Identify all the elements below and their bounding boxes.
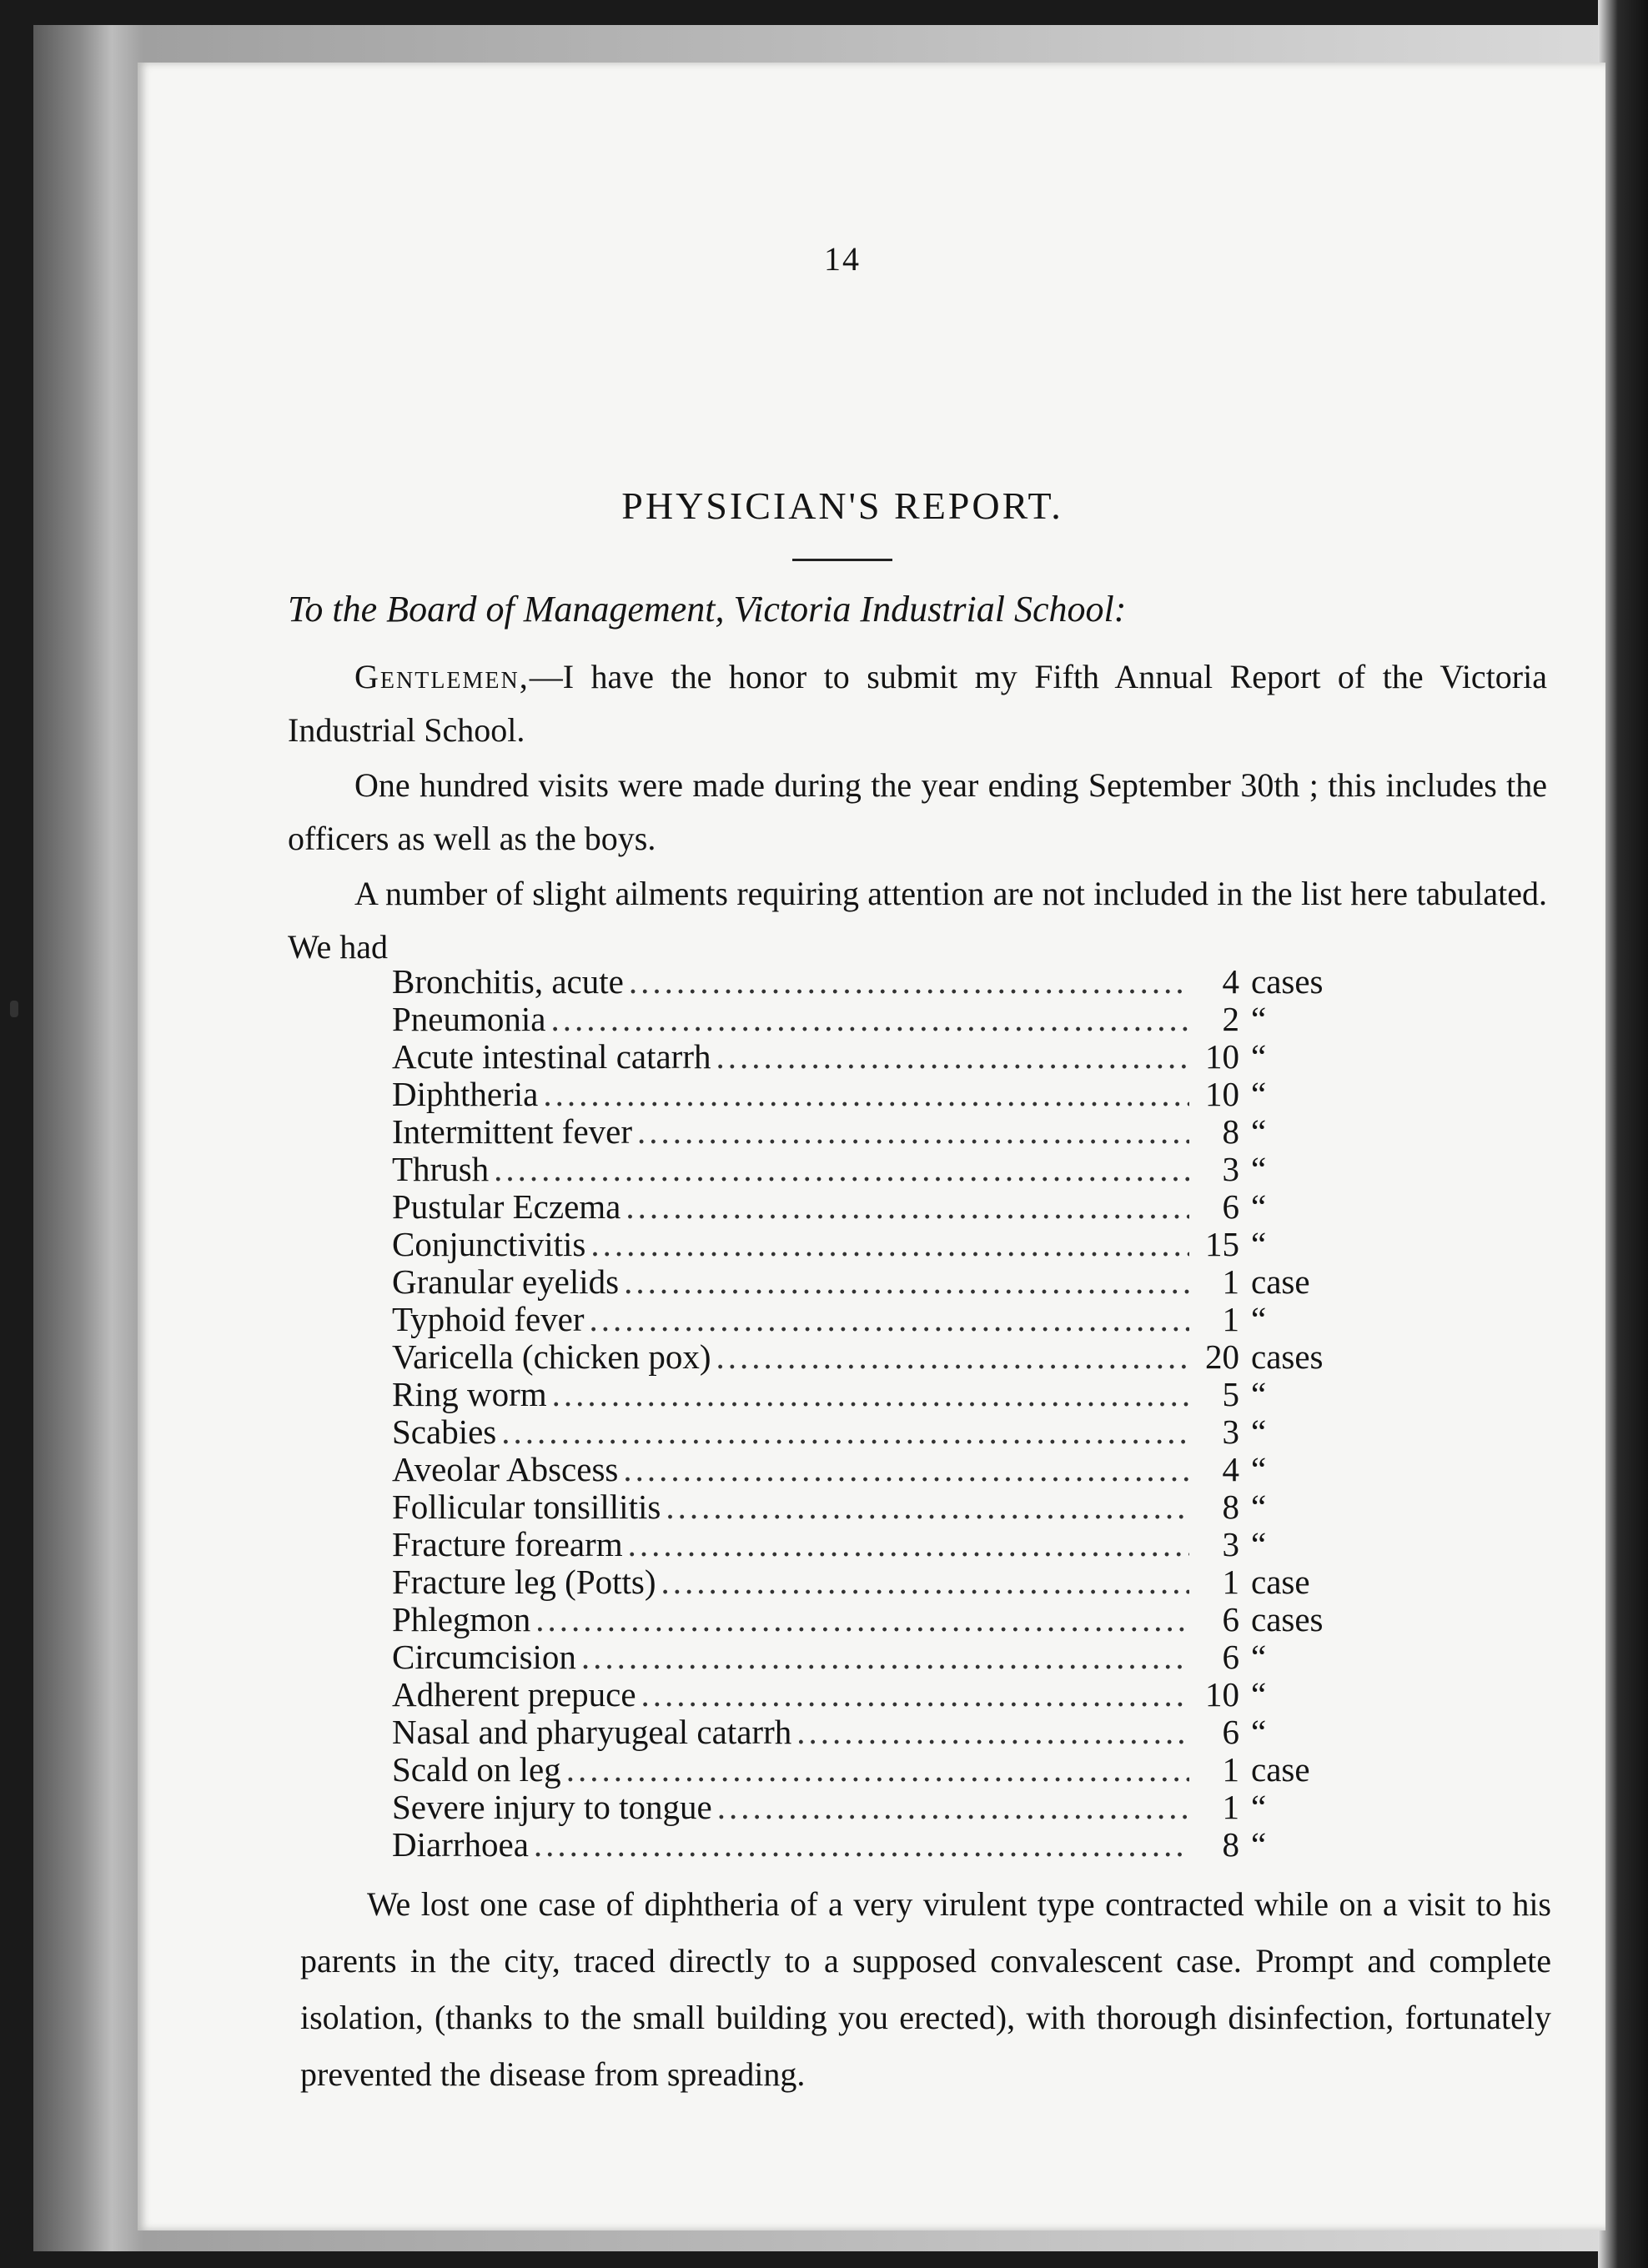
dot-leader [626, 1188, 1189, 1226]
ailment-count: 15 [1205, 1225, 1239, 1263]
paragraph-intro-text: —I have the honor to submit my Fifth Annual Report of the Victoria Industrial School. [288, 658, 1547, 749]
dot-leader [716, 1038, 1190, 1076]
dot-leader [796, 1714, 1189, 1751]
ailment-name: Conjunctivitis [392, 1225, 586, 1263]
ailment-count: 8 [1222, 1112, 1239, 1151]
ailment-name: Varicella (chicken pox) [392, 1337, 711, 1376]
ailment-unit: “ [1251, 1675, 1267, 1714]
ailment-count: 8 [1222, 1825, 1239, 1864]
ailment-name: Typhoid fever [392, 1300, 585, 1338]
ailment-row [392, 1714, 1359, 1751]
ailment-row [392, 1789, 1359, 1826]
ailment-row [392, 1376, 1359, 1413]
ailment-unit: cases [1251, 1600, 1324, 1638]
ailment-name: Severe injury to tongue [392, 1788, 712, 1826]
ailment-count: 6 [1222, 1638, 1239, 1676]
dot-leader [543, 1076, 1189, 1113]
ailment-name: Bronchitis, acute [392, 962, 624, 1001]
paragraph-visits: One hundred visits were made during the year ending September 30th ; this includes the officers as well as the boys. [288, 766, 1547, 857]
ailment-unit: “ [1251, 1187, 1267, 1226]
ailment-row [392, 1001, 1359, 1038]
ailment-unit: “ [1251, 1713, 1267, 1751]
dot-leader [717, 1789, 1189, 1826]
ailment-unit: case [1251, 1262, 1310, 1301]
ailment-name: Fracture leg (Potts) [392, 1563, 656, 1601]
page-title: PHYSICIAN'S REPORT. [621, 484, 1063, 527]
dot-leader [501, 1413, 1189, 1451]
dot-leader [666, 1488, 1189, 1526]
ailment-row [392, 1038, 1359, 1076]
ailment-row [392, 1638, 1359, 1676]
ailment-count: 1 [1222, 1262, 1239, 1301]
ailment-count: 10 [1205, 1037, 1239, 1076]
dot-leader [566, 1751, 1189, 1789]
dot-leader [590, 1226, 1189, 1263]
ailment-name: Scald on leg [392, 1750, 561, 1789]
ailment-row [392, 1226, 1359, 1263]
ailment-count: 3 [1222, 1150, 1239, 1188]
ailment-row [392, 1451, 1359, 1488]
ailment-name: Scabies [392, 1412, 497, 1451]
ailment-unit: “ [1251, 1825, 1267, 1864]
ailment-row [392, 1301, 1359, 1338]
ailment-name: Ring worm [392, 1375, 547, 1413]
salutation: To the Board of Management, Victoria Industrial School: [288, 589, 1127, 630]
ailment-name: Adherent prepuce [392, 1675, 636, 1714]
dot-leader [628, 1526, 1189, 1563]
ailment-count: 4 [1222, 962, 1239, 1001]
ailment-unit: “ [1251, 1638, 1267, 1676]
ailment-row [392, 1601, 1359, 1638]
ailment-unit: “ [1251, 1150, 1267, 1188]
ailment-row [392, 1751, 1359, 1789]
ailment-row [392, 1076, 1359, 1113]
facing-page-edge [1598, 0, 1648, 2268]
ailment-unit: case [1251, 1750, 1310, 1789]
ailment-name: Aveolar Abscess [392, 1450, 619, 1488]
title-rule [792, 559, 892, 561]
ailment-unit: “ [1251, 1037, 1267, 1076]
ink-blot [10, 1001, 18, 1017]
ailment-name: Circumcision [392, 1638, 576, 1676]
ailment-unit: “ [1251, 1412, 1267, 1451]
ailment-name: Follicular tonsillitis [392, 1488, 661, 1526]
ailment-unit: “ [1251, 1450, 1267, 1488]
ailment-name: Acute intestinal catarrh [392, 1037, 711, 1076]
ailment-unit: “ [1251, 1000, 1267, 1038]
page [138, 63, 1605, 2230]
ailment-name: Thrush [392, 1150, 490, 1188]
dot-leader [637, 1113, 1189, 1151]
ailment-row [392, 1563, 1359, 1601]
dot-leader [590, 1301, 1189, 1338]
dot-leader [641, 1676, 1189, 1714]
dot-leader [629, 963, 1189, 1001]
ailment-name: Fracture forearm [392, 1525, 623, 1563]
ailment-count: 1 [1222, 1788, 1239, 1826]
ailment-row [392, 1263, 1359, 1301]
ailment-row [392, 1338, 1359, 1376]
dot-leader [661, 1563, 1189, 1601]
dot-leader [581, 1638, 1189, 1676]
ailment-unit: “ [1251, 1375, 1267, 1413]
ailment-count: 3 [1222, 1412, 1239, 1451]
ailment-row [392, 1526, 1359, 1563]
ailment-row [392, 963, 1359, 1001]
ailment-count: 3 [1222, 1525, 1239, 1563]
ailment-name: Pustular Eczema [392, 1187, 621, 1226]
ailment-name: Pneumonia [392, 1000, 546, 1038]
dot-leader [494, 1151, 1189, 1188]
dot-leader [550, 1001, 1189, 1038]
ailment-unit: “ [1251, 1488, 1267, 1526]
ailment-unit: “ [1251, 1788, 1267, 1826]
ailment-name: Diphtheria [392, 1075, 539, 1113]
ailment-row [392, 1488, 1359, 1526]
ailment-count: 1 [1222, 1750, 1239, 1789]
ailment-count: 1 [1222, 1563, 1239, 1601]
ailment-list [392, 963, 1359, 1864]
ailment-count: 10 [1205, 1075, 1239, 1113]
paragraph-intro [288, 650, 1547, 757]
dot-leader [623, 1451, 1189, 1488]
ailment-name: Phlegmon [392, 1600, 531, 1638]
salutation-lead: Gentlemen, [354, 658, 530, 695]
ailment-count: 6 [1222, 1600, 1239, 1638]
dot-leader [534, 1826, 1189, 1864]
ailment-name: Diarrhoea [392, 1825, 529, 1864]
dot-leader [624, 1263, 1189, 1301]
ailment-name: Nasal and pharyugeal catarrh [392, 1713, 792, 1751]
dot-leader [552, 1376, 1189, 1413]
ailment-unit: case [1251, 1563, 1310, 1601]
ailment-unit: cases [1251, 962, 1324, 1001]
ailment-count: 5 [1222, 1375, 1239, 1413]
ailment-count: 2 [1222, 1000, 1239, 1038]
dot-leader [716, 1338, 1189, 1376]
ailment-unit: cases [1251, 1337, 1324, 1376]
ailment-count: 6 [1222, 1187, 1239, 1226]
ailment-unit: “ [1251, 1225, 1267, 1263]
ailment-count: 6 [1222, 1713, 1239, 1751]
ailment-row [392, 1413, 1359, 1451]
ailment-name: Granular eyelids [392, 1262, 620, 1301]
ailment-count: 1 [1222, 1300, 1239, 1338]
ailment-count: 4 [1222, 1450, 1239, 1488]
ailment-unit: “ [1251, 1112, 1267, 1151]
ailment-row [392, 1676, 1359, 1714]
dot-leader [535, 1601, 1189, 1638]
paragraph-diphtheria: We lost one case of diphtheria of a very virulent type contracted while on a visit to his parents in the city, traced directly to a supposed convalescent case. Prompt and complete isolation, (thanks to the small building you erected), with thorough disinfection, fortunately prevented the disease from spreading. [300, 1885, 1551, 2093]
paragraph-ailments-intro: A number of slight ailments requiring attention are not included in the list here tabulated. We had [288, 875, 1547, 966]
ailment-row [392, 1113, 1359, 1151]
ailment-unit: “ [1251, 1075, 1267, 1113]
page-number: 14 [824, 240, 861, 278]
ailment-name: Intermittent fever [392, 1112, 633, 1151]
ailment-unit: “ [1251, 1300, 1267, 1338]
ailment-count: 8 [1222, 1488, 1239, 1526]
ailment-count: 20 [1205, 1337, 1239, 1376]
ailment-unit: “ [1251, 1525, 1267, 1563]
ailment-row [392, 1188, 1359, 1226]
ailment-row [392, 1826, 1359, 1864]
ailment-count: 10 [1205, 1675, 1239, 1714]
ailment-row [392, 1151, 1359, 1188]
